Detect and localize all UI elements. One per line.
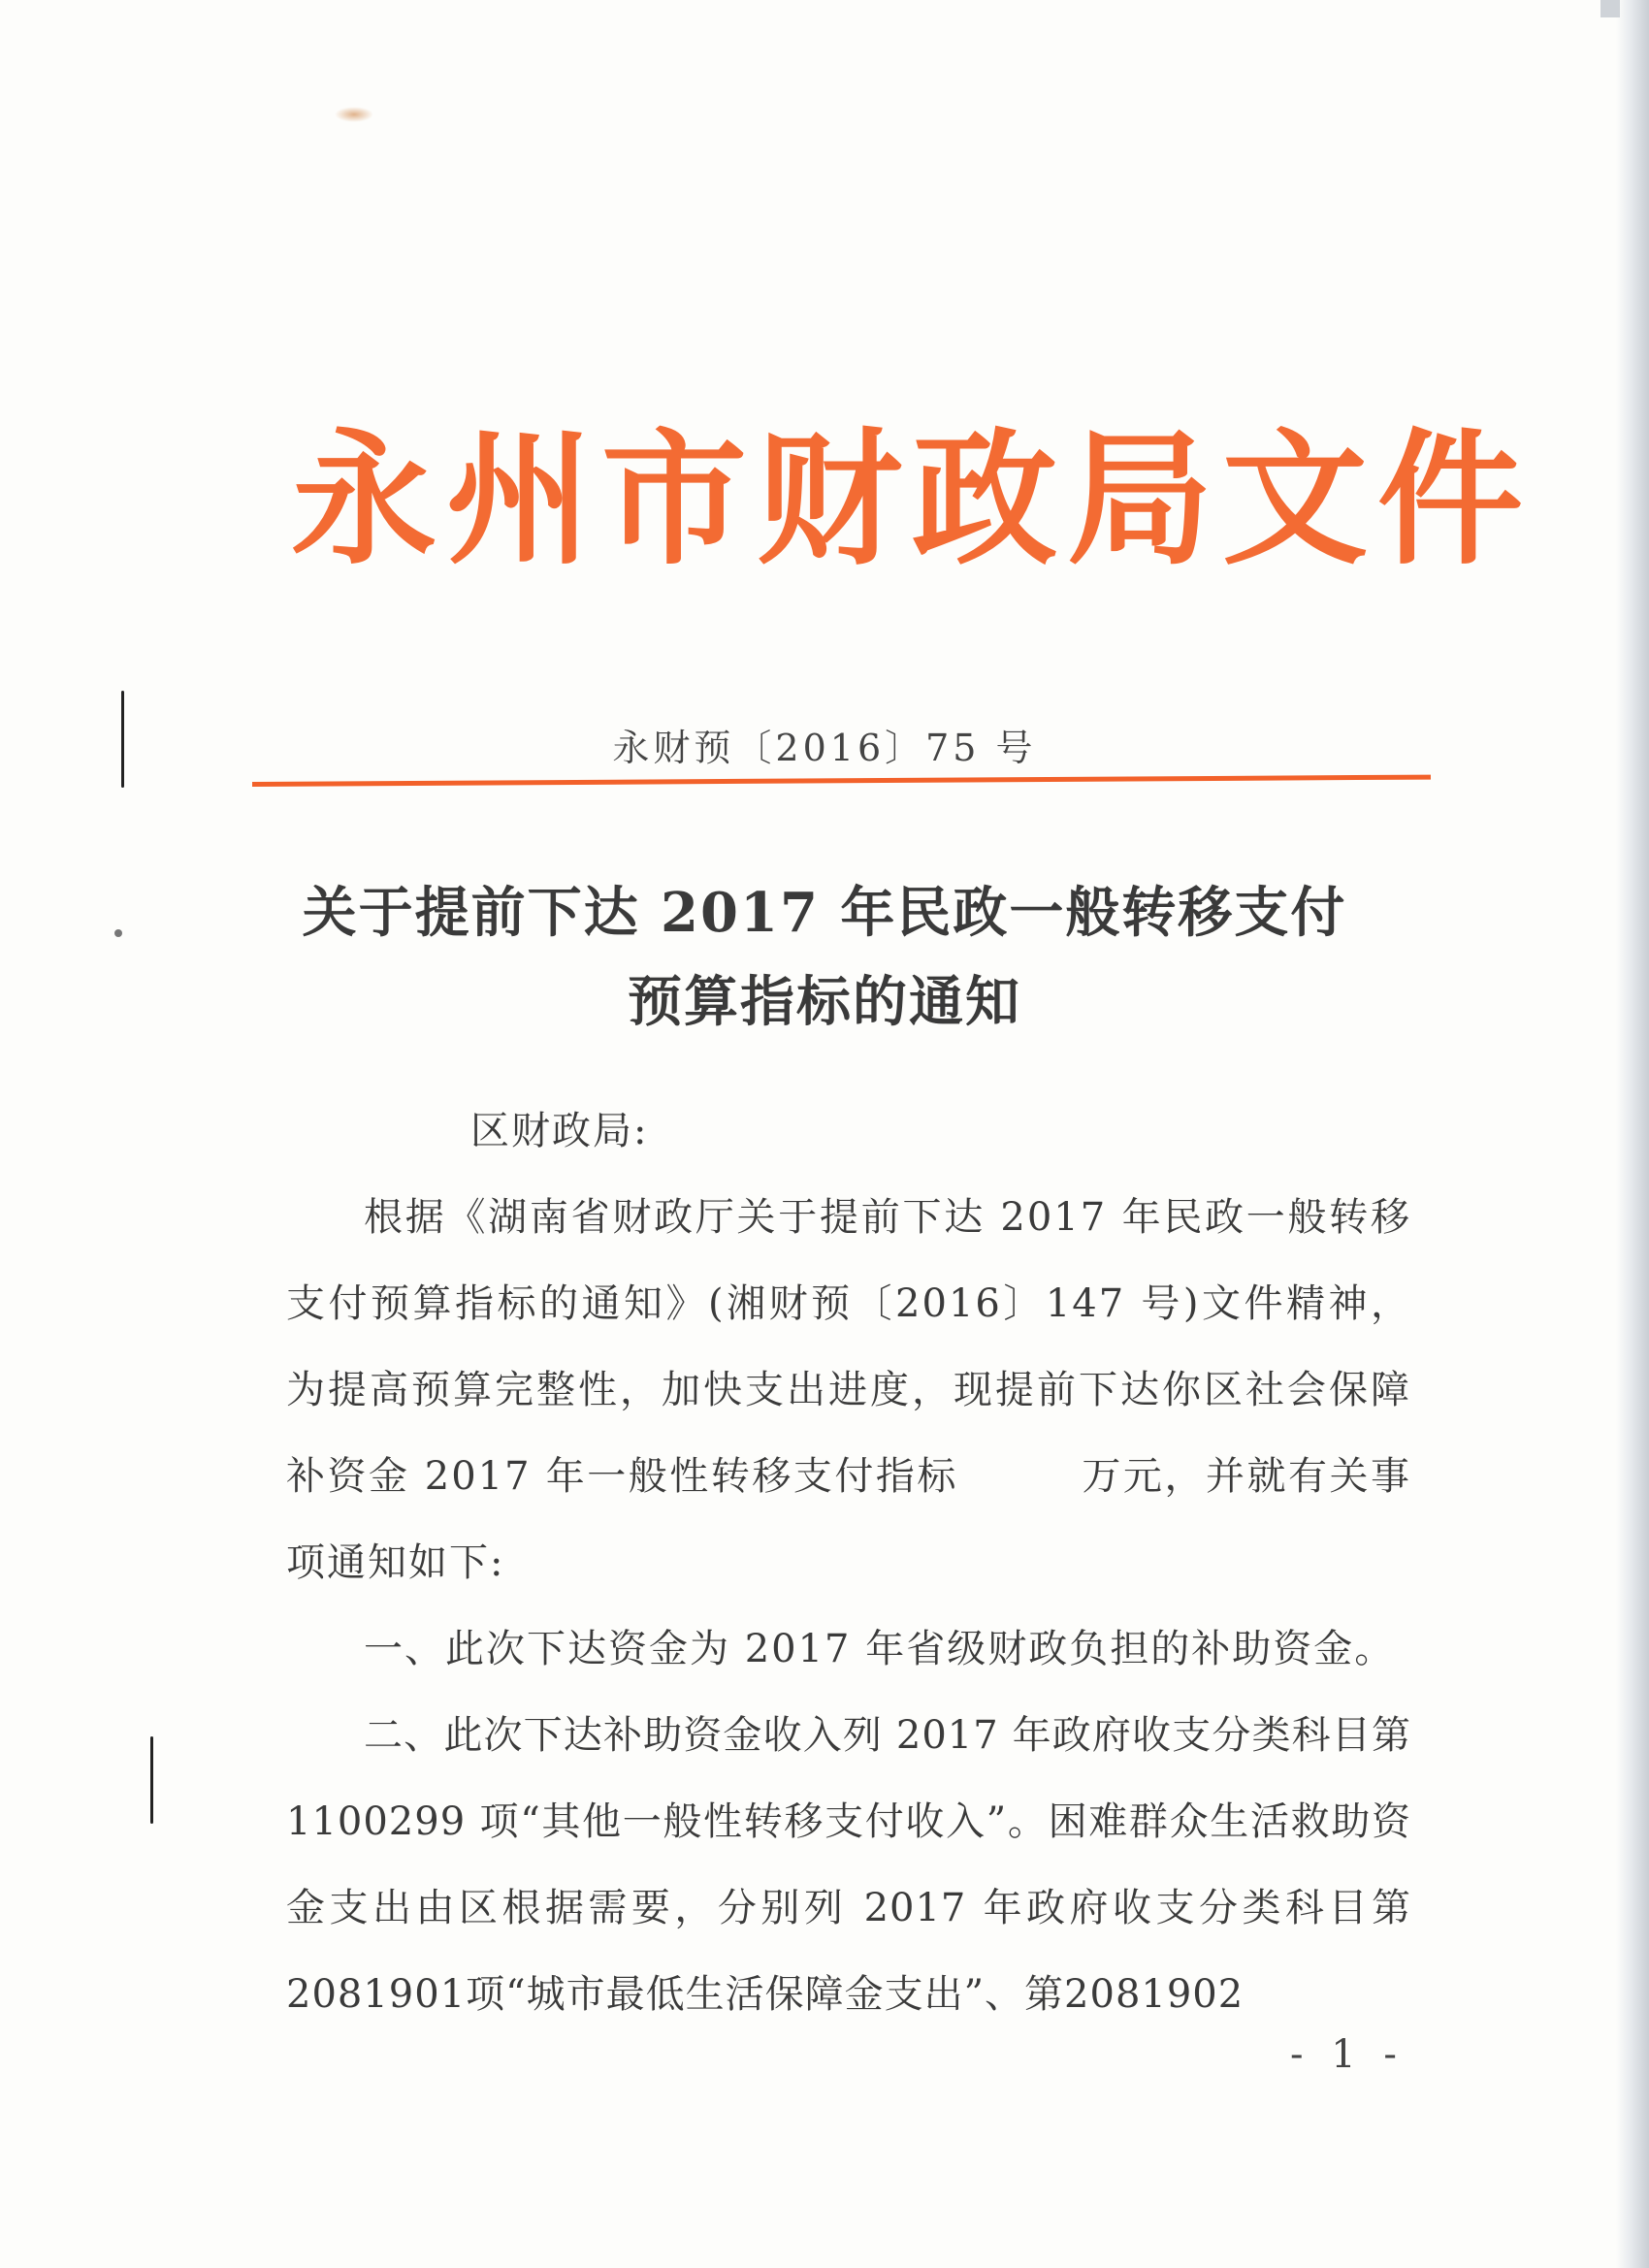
salutation: 区财政局: xyxy=(470,1109,649,1153)
paragraph-basis: 根据《湖南省财政厅关于提前下达 2017 年民政一般转移支付预算指标的通知》(湘财预〔2016〕147 号)文件精神，为提高预算完整性，加快支出进度，现提前下达你区社会保障补资金 2017 年一般性转移支付指标 万元，并就有关事项通知如下: xyxy=(286,1195,1411,1585)
paper-stain xyxy=(335,107,373,122)
notice-title-line-2: 预算指标的通知 xyxy=(628,970,1021,1034)
binding-staple-mark xyxy=(121,691,124,788)
notice-body xyxy=(286,1088,1411,2038)
notice-title xyxy=(242,868,1406,1047)
paragraph-item-two: 二、此次下达补助资金收入列 2017 年政府收支分类科目第 1100299 项“其他一般性转移支付收入”。困难群众生活救助资金支出由区根据需要，分别列 2017 年政府收支分类科目第2081901项“城市最低生活保障金支出”、第2081902 xyxy=(286,1713,1411,2017)
scan-corner xyxy=(1600,0,1620,17)
binding-staple-mark xyxy=(150,1736,153,1824)
scan-edge xyxy=(1616,0,1649,2268)
page-number: - 1 - xyxy=(1290,2032,1405,2077)
document-number: 永财预〔2016〕75 号 xyxy=(612,727,1037,769)
red-separator-rule xyxy=(252,775,1431,787)
paragraph-item-one: 一、此次下达资金为 2017 年省级财政负担的补助资金。 xyxy=(364,1627,1396,1671)
masthead-title: 永州市财政局文件 xyxy=(291,414,1534,585)
notice-title-line-1: 关于提前下达 2017 年民政一般转移支付 xyxy=(302,881,1347,945)
scan-speck xyxy=(114,929,122,937)
